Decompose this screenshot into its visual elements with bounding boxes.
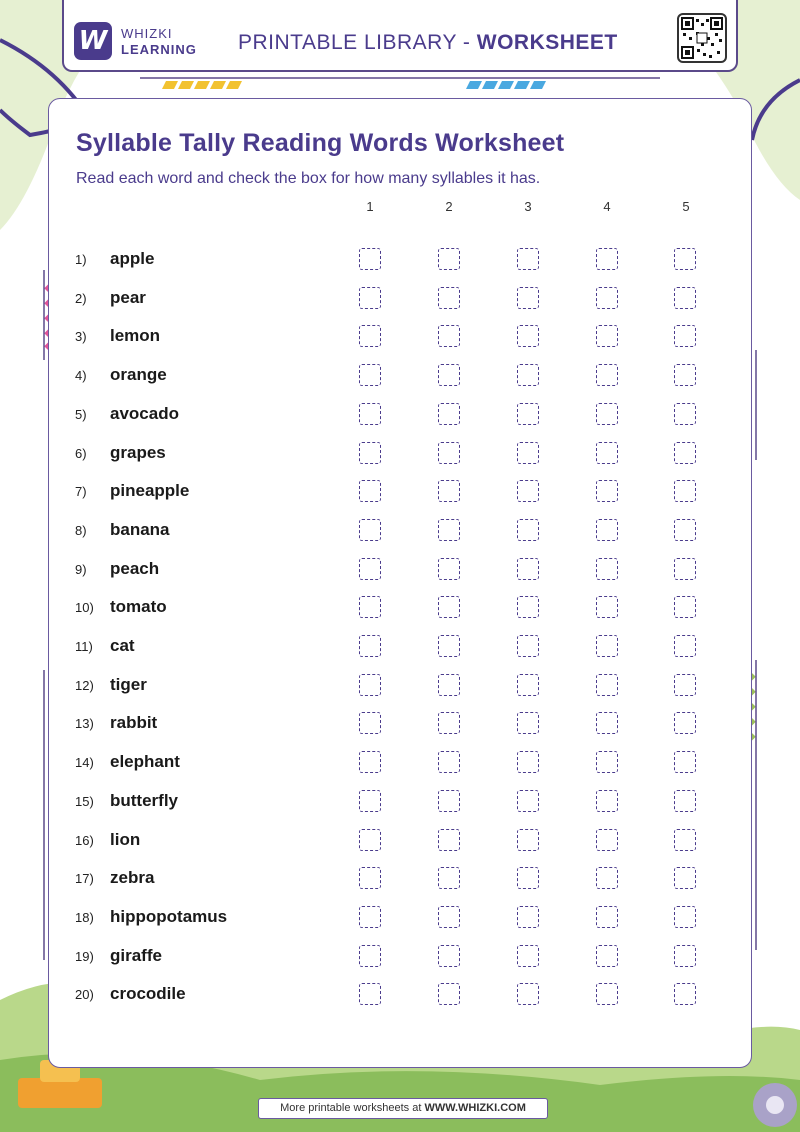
syllable-checkbox-5[interactable]	[674, 519, 696, 541]
item-word: avocado	[110, 403, 179, 423]
syllable-checkbox-2[interactable]	[438, 403, 460, 425]
syllable-checkbox-1[interactable]	[359, 287, 381, 309]
syllable-checkbox-5[interactable]	[674, 325, 696, 347]
column-header-1: 1	[366, 199, 374, 214]
item-number: 17)	[75, 871, 94, 887]
item-word: giraffe	[110, 945, 162, 965]
syllable-checkbox-3[interactable]	[517, 325, 539, 347]
item-word: tomato	[110, 597, 167, 617]
item-word: crocodile	[110, 984, 186, 1004]
syllable-checkbox-3[interactable]	[517, 558, 539, 580]
syllable-checkbox-1[interactable]	[359, 635, 381, 657]
footer-banner	[258, 1098, 548, 1119]
syllable-checkbox-5[interactable]	[674, 983, 696, 1005]
syllable-checkbox-2[interactable]	[438, 983, 460, 1005]
item-number: 19)	[75, 948, 94, 964]
syllable-checkbox-4[interactable]	[596, 287, 618, 309]
syllable-checkbox-1[interactable]	[359, 442, 381, 464]
syllable-checkbox-5[interactable]	[674, 442, 696, 464]
item-word: hippopotamus	[110, 906, 228, 926]
syllable-checkbox-2[interactable]	[438, 635, 460, 657]
brand-name-line2: LEARNING	[121, 42, 197, 57]
list-item	[0, 783, 800, 821]
item-word: butterfly	[110, 790, 178, 810]
syllable-checkbox-5[interactable]	[674, 287, 696, 309]
syllable-checkbox-1[interactable]	[359, 558, 381, 580]
list-item	[0, 473, 800, 511]
syllable-checkbox-4[interactable]	[596, 558, 618, 580]
header-title-prefix: PRINTABLE LIBRARY -	[238, 31, 477, 54]
item-number: 12)	[75, 677, 94, 693]
syllable-checkbox-1[interactable]	[359, 983, 381, 1005]
syllable-checkbox-5[interactable]	[674, 790, 696, 812]
header-title-bold: WORKSHEET	[476, 31, 618, 54]
list-item	[0, 667, 800, 705]
syllable-checkbox-4[interactable]	[596, 983, 618, 1005]
syllable-checkbox-3[interactable]	[517, 945, 539, 967]
syllable-checkbox-1[interactable]	[359, 906, 381, 928]
syllable-checkbox-5[interactable]	[674, 674, 696, 696]
item-number: 3)	[75, 329, 87, 345]
list-item	[0, 435, 800, 473]
syllable-checkbox-2[interactable]	[438, 829, 460, 851]
column-header-3: 3	[524, 199, 532, 214]
list-item	[0, 396, 800, 434]
syllable-checkbox-2[interactable]	[438, 867, 460, 889]
syllable-checkbox-3[interactable]	[517, 364, 539, 386]
item-number: 18)	[75, 909, 94, 925]
item-number: 15)	[75, 793, 94, 809]
syllable-checkbox-3[interactable]	[517, 906, 539, 928]
syllable-checkbox-3[interactable]	[517, 480, 539, 502]
syllable-checkbox-5[interactable]	[674, 945, 696, 967]
syllable-checkbox-2[interactable]	[438, 480, 460, 502]
syllable-checkbox-4[interactable]	[596, 635, 618, 657]
syllable-checkbox-5[interactable]	[674, 364, 696, 386]
worksheet-instructions: Read each word and check the box for how many syllables it has.	[76, 170, 541, 187]
list-item	[0, 938, 800, 976]
brand-name	[121, 26, 197, 58]
syllable-checkbox-3[interactable]	[517, 790, 539, 812]
syllable-checkbox-4[interactable]	[596, 364, 618, 386]
syllable-checkbox-5[interactable]	[674, 248, 696, 270]
item-number: 9)	[75, 561, 87, 577]
item-word: grapes	[110, 442, 166, 462]
syllable-checkbox-2[interactable]	[438, 945, 460, 967]
syllable-checkbox-3[interactable]	[517, 674, 539, 696]
qr-code-icon	[677, 13, 727, 63]
syllable-checkbox-4[interactable]	[596, 325, 618, 347]
syllable-checkbox-2[interactable]	[438, 248, 460, 270]
syllable-checkbox-5[interactable]	[674, 712, 696, 734]
syllable-checkbox-2[interactable]	[438, 442, 460, 464]
syllable-checkbox-4[interactable]	[596, 403, 618, 425]
syllable-checkbox-4[interactable]	[596, 596, 618, 618]
list-item	[0, 822, 800, 860]
footer-link[interactable]: WWW.WHIZKI.COM	[424, 1102, 526, 1114]
syllable-checkbox-1[interactable]	[359, 712, 381, 734]
syllable-checkbox-1[interactable]	[359, 325, 381, 347]
list-item	[0, 899, 800, 937]
item-number: 2)	[75, 290, 87, 306]
syllable-checkbox-5[interactable]	[674, 751, 696, 773]
syllable-checkbox-3[interactable]	[517, 751, 539, 773]
footer-prefix: More printable worksheets at	[280, 1102, 425, 1114]
item-word: elephant	[110, 752, 180, 772]
item-word: tiger	[110, 674, 147, 694]
list-item	[0, 241, 800, 279]
item-number: 7)	[75, 484, 87, 500]
syllable-checkbox-1[interactable]	[359, 790, 381, 812]
item-word: banana	[110, 519, 170, 539]
syllable-checkbox-3[interactable]	[517, 635, 539, 657]
syllable-checkbox-1[interactable]	[359, 519, 381, 541]
item-word: cat	[110, 636, 135, 655]
syllable-checkbox-5[interactable]	[674, 403, 696, 425]
list-item	[0, 744, 800, 782]
syllable-checkbox-2[interactable]	[438, 558, 460, 580]
syllable-checkbox-2[interactable]	[438, 519, 460, 541]
item-word: lion	[110, 829, 141, 849]
syllable-checkbox-1[interactable]	[359, 674, 381, 696]
item-number: 8)	[75, 522, 87, 538]
list-item	[0, 357, 800, 395]
syllable-checkbox-1[interactable]	[359, 596, 381, 618]
item-word: orange	[110, 365, 167, 385]
item-number: 20)	[75, 987, 94, 1003]
syllable-checkbox-4[interactable]	[596, 751, 618, 773]
item-word: rabbit	[110, 713, 158, 733]
item-number: 5)	[75, 406, 87, 422]
list-item	[0, 589, 800, 627]
syllable-checkbox-2[interactable]	[438, 325, 460, 347]
syllable-checkbox-5[interactable]	[674, 596, 696, 618]
syllable-checkbox-4[interactable]	[596, 442, 618, 464]
item-word: peach	[110, 558, 160, 578]
list-item	[0, 860, 800, 898]
syllable-checkbox-5[interactable]	[674, 867, 696, 889]
item-word: zebra	[110, 868, 155, 888]
syllable-checkbox-2[interactable]	[438, 751, 460, 773]
syllable-checkbox-5[interactable]	[674, 829, 696, 851]
syllable-checkbox-1[interactable]	[359, 829, 381, 851]
syllable-checkbox-3[interactable]	[517, 442, 539, 464]
item-number: 6)	[75, 445, 87, 461]
item-number: 13)	[75, 716, 94, 732]
list-item	[0, 628, 800, 666]
whizki-logo: W	[74, 22, 112, 60]
syllable-checkbox-4[interactable]	[596, 790, 618, 812]
syllable-checkbox-1[interactable]	[359, 480, 381, 502]
item-number: 10)	[75, 600, 94, 616]
syllable-checkbox-2[interactable]	[438, 287, 460, 309]
syllable-checkbox-3[interactable]	[517, 287, 539, 309]
worksheet-title: Syllable Tally Reading Words Worksheet	[76, 129, 565, 157]
header-title	[238, 31, 618, 55]
column-header-4: 4	[603, 199, 611, 214]
item-word: lemon	[110, 326, 161, 346]
syllable-checkbox-2[interactable]	[438, 364, 460, 386]
syllable-checkbox-2[interactable]	[438, 906, 460, 928]
list-item	[0, 512, 800, 550]
item-number: 4)	[75, 368, 87, 384]
syllable-checkbox-1[interactable]	[359, 403, 381, 425]
syllable-checkbox-4[interactable]	[596, 829, 618, 851]
syllable-checkbox-3[interactable]	[517, 983, 539, 1005]
column-header-5: 5	[682, 199, 690, 214]
syllable-checkbox-4[interactable]	[596, 519, 618, 541]
syllable-checkbox-1[interactable]	[359, 867, 381, 889]
syllable-checkbox-3[interactable]	[517, 248, 539, 270]
syllable-checkbox-2[interactable]	[438, 674, 460, 696]
item-number: 14)	[75, 755, 94, 771]
syllable-checkbox-3[interactable]	[517, 519, 539, 541]
syllable-checkbox-3[interactable]	[517, 712, 539, 734]
column-header-2: 2	[445, 199, 453, 214]
syllable-checkbox-4[interactable]	[596, 674, 618, 696]
syllable-checkbox-4[interactable]	[596, 945, 618, 967]
item-number: 11)	[75, 639, 93, 654]
syllable-checkbox-5[interactable]	[674, 558, 696, 580]
syllable-checkbox-1[interactable]	[359, 751, 381, 773]
syllable-checkbox-5[interactable]	[674, 480, 696, 502]
syllable-checkbox-3[interactable]	[517, 829, 539, 851]
syllable-checkbox-2[interactable]	[438, 596, 460, 618]
item-word: apple	[110, 249, 155, 268]
syllable-checkbox-1[interactable]	[359, 945, 381, 967]
list-item	[0, 280, 800, 318]
syllable-checkbox-4[interactable]	[596, 906, 618, 928]
list-item	[0, 318, 800, 356]
item-word: pineapple	[110, 481, 190, 501]
list-item	[0, 705, 800, 743]
brand-name-line1: WHIZKI	[121, 26, 173, 41]
list-item	[0, 551, 800, 589]
syllable-checkbox-4[interactable]	[596, 248, 618, 270]
syllable-checkbox-3[interactable]	[517, 867, 539, 889]
item-word: pear	[110, 287, 146, 307]
syllable-checkbox-4[interactable]	[596, 867, 618, 889]
syllable-checkbox-2[interactable]	[438, 790, 460, 812]
syllable-checkbox-2[interactable]	[438, 712, 460, 734]
item-number: 16)	[75, 832, 94, 848]
item-number: 1)	[75, 252, 87, 267]
syllable-checkbox-3[interactable]	[517, 403, 539, 425]
syllable-checkbox-1[interactable]	[359, 364, 381, 386]
syllable-checkbox-5[interactable]	[674, 906, 696, 928]
syllable-checkbox-5[interactable]	[674, 635, 696, 657]
syllable-checkbox-4[interactable]	[596, 712, 618, 734]
list-item	[0, 976, 800, 1014]
syllable-checkbox-1[interactable]	[359, 248, 381, 270]
syllable-checkbox-4[interactable]	[596, 480, 618, 502]
syllable-checkbox-3[interactable]	[517, 596, 539, 618]
